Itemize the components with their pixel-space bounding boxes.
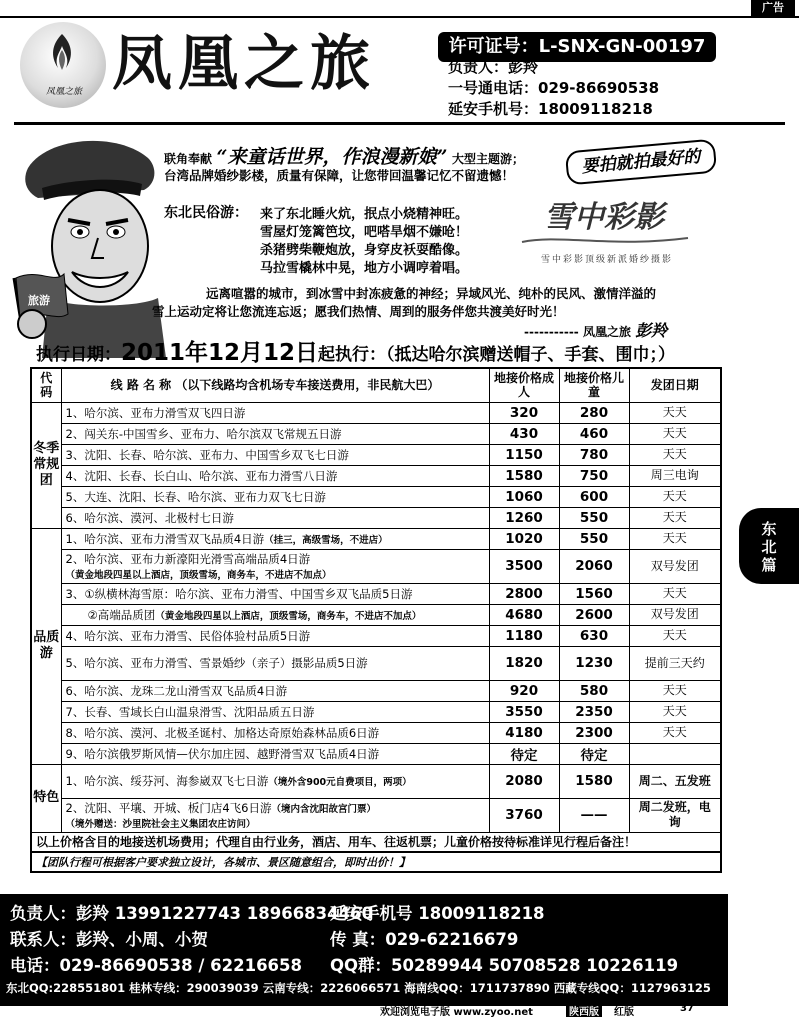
table-row xyxy=(31,701,721,722)
depart-day: 双号发团 xyxy=(629,549,721,583)
price-adult: 4680 xyxy=(489,604,559,625)
price-adult: 320 xyxy=(489,402,559,423)
depart-day: 天天 xyxy=(629,722,721,743)
intro-paragraph-2: 雪上运动定将让您流连忘返；愿我们热情、周到的服务伴您共渡美好时光！ xyxy=(152,304,565,319)
table-row xyxy=(31,646,721,680)
price-child: 550 xyxy=(559,528,629,549)
route-note: （境内含沈阳故宫门票） xyxy=(271,804,376,815)
price-adult: 3500 xyxy=(489,549,559,583)
price-adult: 2080 xyxy=(489,764,559,798)
category-quality: 品质游 xyxy=(31,528,61,764)
depart-day: 天天 xyxy=(629,507,721,528)
bottom-bar xyxy=(0,1003,799,1017)
route-name xyxy=(61,528,489,549)
exec-date: 2011年12月12日 xyxy=(121,340,319,366)
table-row xyxy=(31,549,721,583)
price-child: 1580 xyxy=(559,764,629,798)
route-name: 7、长春、雪域长白山温泉滑雪、沈阳品质五日游 xyxy=(61,701,489,722)
folk-title: 东北民俗游： xyxy=(164,205,248,221)
table-row xyxy=(31,444,721,465)
route-name xyxy=(61,604,489,625)
header-rule xyxy=(14,122,785,125)
price-adult: 1180 xyxy=(489,625,559,646)
promo-suffix: 大型主题游； xyxy=(451,152,524,166)
exec-suffix: 起执行：（抵达哈尔滨赠送帽子、手套、围巾；） xyxy=(318,345,676,365)
route-name xyxy=(61,549,489,583)
folk-line-4: 马拉雪橇林中晃，地方小调哼着唱。 xyxy=(260,261,469,276)
price-child: 2600 xyxy=(559,604,629,625)
route-name: 6、哈尔滨、龙珠二龙山滑雪双飞品质4日游 xyxy=(61,680,489,701)
ad-tag: 广告 xyxy=(751,0,795,16)
page-number: 37 xyxy=(680,1003,694,1014)
footer-fax: 传 真：029-62216679 xyxy=(330,930,519,949)
depart-day xyxy=(629,743,721,764)
table-row xyxy=(31,722,721,743)
folk-line-2: 雪屋灯笼篱笆坟，吧嗒旱烟不嫌呛！ xyxy=(260,225,469,240)
depart-day: 天天 xyxy=(629,680,721,701)
price-child: 780 xyxy=(559,444,629,465)
price-child: 630 xyxy=(559,625,629,646)
price-adult: 1820 xyxy=(489,646,559,680)
price-adult: 3760 xyxy=(489,798,559,832)
table-row xyxy=(31,583,721,604)
route-name: 4、沈阳、长春、长白山、哈尔滨、亚布力滑雪八日游 xyxy=(61,465,489,486)
website-label: 欢迎浏览电子版 www.zyoo.net xyxy=(380,1007,533,1017)
route-name: 9、哈尔滨俄罗斯风情—伏尔加庄园、越野滑雪双飞品质4日游 xyxy=(61,743,489,764)
price-adult: 待定 xyxy=(489,743,559,764)
price-adult: 1060 xyxy=(489,486,559,507)
price-adult: 430 xyxy=(489,423,559,444)
price-adult: 4180 xyxy=(489,722,559,743)
table-row xyxy=(31,507,721,528)
brand-title: 凤凰之旅 xyxy=(112,29,376,99)
depart-day: 天天 xyxy=(629,625,721,646)
col-header-adult: 地接价格成人 xyxy=(489,368,559,402)
footer-mobile: 延安手机号 18009118218 xyxy=(330,904,545,923)
price-summary-note: 以上价格含目的地接送机场费用；代理自由行业务，酒店、用车、往返机票；儿童价格按待标准详见行程后备注！ xyxy=(31,832,721,852)
price-child: 600 xyxy=(559,486,629,507)
table-row xyxy=(31,486,721,507)
snow-studio-tagline: 雪中彩影顶级新派婚纱摄影 xyxy=(540,255,673,265)
table-row xyxy=(31,604,721,625)
price-child: 460 xyxy=(559,423,629,444)
table-row xyxy=(31,423,721,444)
table-team-row xyxy=(31,852,721,872)
footer-phone: 电话：029-86690538 / 62216658 xyxy=(10,956,302,975)
depart-day: 天天 xyxy=(629,583,721,604)
top-rule xyxy=(0,16,799,18)
col-header-child: 地接价格儿童 xyxy=(559,368,629,402)
price-child: 550 xyxy=(559,507,629,528)
mascot-illustration xyxy=(8,128,168,358)
route-name: 6、哈尔滨、漠河、北极村七日游 xyxy=(61,507,489,528)
route-name xyxy=(61,798,489,832)
section-tab-northeast xyxy=(739,508,799,584)
price-adult: 1020 xyxy=(489,528,559,549)
route-note: （境外含900元自费项目，两项） xyxy=(268,777,412,788)
price-adult: 1150 xyxy=(489,444,559,465)
route-name: 3、沈阳、长春、哈尔滨、亚布力、中国雪乡双飞七日游 xyxy=(61,444,489,465)
table-summary-row xyxy=(31,832,721,852)
promo-sticker: 要拍就拍最好的 xyxy=(565,139,717,186)
table-row xyxy=(31,798,721,832)
depart-day: 天天 xyxy=(629,423,721,444)
section-tab-label: 东北篇 xyxy=(761,520,777,574)
col-header-name: 线 路 名 称 （以下线路均含机场专车接送费用，非民航大巴） xyxy=(61,368,489,402)
footer-manager: 负责人：彭羚 13991227743 18966834460 xyxy=(10,904,374,923)
price-child: —— xyxy=(559,798,629,832)
route-name: 2、闯关东-中国雪乡、亚布力、哈尔滨双飞常规五日游 xyxy=(61,423,489,444)
svg-text:旅游: 旅游 xyxy=(28,294,50,307)
signoff-signature: 彭羚 xyxy=(635,321,668,340)
promo-line-1 xyxy=(164,142,524,169)
snow-studio-logo: 雪中彩影 xyxy=(544,200,664,235)
route-name: 8、哈尔滨、漠河、北极圣诞村、加格达奇原始森林品质6日游 xyxy=(61,722,489,743)
category-winter: 冬季常规团 xyxy=(31,402,61,528)
depart-day: 周三电询 xyxy=(629,465,721,486)
edition-badge: 陕西版 xyxy=(566,1003,602,1017)
contact-manager: 负责人：彭羚 xyxy=(448,58,539,76)
edition-label: 红版 xyxy=(614,1007,634,1017)
table-header-row xyxy=(31,368,721,402)
category-special: 特色 xyxy=(31,764,61,832)
price-child: 750 xyxy=(559,465,629,486)
price-child: 2300 xyxy=(559,722,629,743)
exec-prefix: 执行日期： xyxy=(36,345,121,365)
intro-paragraph-1: 远离喧嚣的城市，到冰雪中封冻疲惫的神经；异域风光、纯朴的民风、激情洋溢的 xyxy=(206,286,657,301)
price-child: 2060 xyxy=(559,549,629,583)
table-row xyxy=(31,743,721,764)
team-note: 【团队行程可根据客户要求独立设计，各城市、景区随意组合，即时出价！】 xyxy=(31,852,721,872)
price-child: 2350 xyxy=(559,701,629,722)
depart-day: 周二、五发班 xyxy=(629,764,721,798)
footer-qq-groups: QQ群：50289944 50708528 10226119 xyxy=(330,956,679,975)
route-name: 5、哈尔滨、亚布力滑雪、雪景婚纱（亲子）摄影品质5日游 xyxy=(61,646,489,680)
route-note: （黄金地段四星以上酒店，顶级雪场，商务车，不进店不加点） xyxy=(65,570,332,581)
price-adult: 3550 xyxy=(489,701,559,722)
contact-footer xyxy=(0,894,728,1006)
phoenix-logo-icon xyxy=(44,30,80,74)
price-adult: 2800 xyxy=(489,583,559,604)
contact-phone: 一号通电话：029-86690538 xyxy=(448,79,660,97)
promo-prefix: 联角奉献 xyxy=(164,152,213,166)
route-title: 1、哈尔滨、亚布力滑雪双飞品质4日游 xyxy=(65,531,265,546)
table-row xyxy=(31,402,721,423)
route-title: 2、哈尔滨、亚布力新濠阳光滑雪高端品质4日游 xyxy=(65,552,311,566)
route-note: （挂三，高级雪场，不进店） xyxy=(264,534,388,546)
footer-qq-lines: 东北QQ:228551801 桂林专线：290039039 云南专线：2226066571 海南线QQ：1711737890 西藏专线QQ：1127963125 xyxy=(6,981,711,995)
route-title: 1、哈尔滨、绥芬河、海参崴双飞七日游 xyxy=(65,774,269,788)
route-note-2: （境外赠送：沙里院社会主义集团农庄访问） xyxy=(65,819,256,830)
contact-mobile: 延安手机号：18009118218 xyxy=(448,100,653,118)
folk-line-3: 杀猪劈柴鞭炮放，身穿皮袄耍酷像。 xyxy=(260,243,469,258)
table-row xyxy=(31,465,721,486)
exec-date-line xyxy=(36,334,675,367)
table-row xyxy=(31,528,721,549)
folk-line-1: 来了东北睡火炕，抿点小烧精神旺。 xyxy=(260,207,469,222)
route-title: 2、沈阳、平壤、开城、板门店4飞6日游 xyxy=(65,801,272,815)
depart-day: 天天 xyxy=(629,402,721,423)
depart-day: 天天 xyxy=(629,701,721,722)
price-adult: 1260 xyxy=(489,507,559,528)
depart-day: 提前三天约 xyxy=(629,646,721,680)
depart-day: 天天 xyxy=(629,528,721,549)
table-row xyxy=(31,680,721,701)
route-name xyxy=(61,764,489,798)
price-child: 580 xyxy=(559,680,629,701)
license-badge: 许可证号：L-SNX-GN-00197 xyxy=(438,32,716,62)
price-child: 280 xyxy=(559,402,629,423)
route-price-table xyxy=(30,367,722,873)
promo-quote: “来童话世界，作浪漫新娘” xyxy=(216,146,448,168)
price-child: 1230 xyxy=(559,646,629,680)
signoff-dashes: ----------- xyxy=(524,325,579,339)
route-name: 1、哈尔滨、亚布力滑雪双飞四日游 xyxy=(61,402,489,423)
table-row xyxy=(31,764,721,798)
col-header-day: 发团日期 xyxy=(629,368,721,402)
promo-line-2: 台湾品牌婚纱影楼，质量有保障，让您带回温馨记忆不留遗憾！ xyxy=(164,168,515,183)
table-row xyxy=(31,625,721,646)
route-name: 4、哈尔滨、亚布力滑雪、民俗体验村品质5日游 xyxy=(61,625,489,646)
footer-contacts: 联系人：彭羚、小周、小贺 xyxy=(10,930,208,949)
depart-day: 周二发班，电询 xyxy=(629,798,721,832)
snow-logo-swash-icon xyxy=(520,232,690,248)
route-note: （黄金地段四星以上酒店，顶级雪场，商务车，不进店不加点） xyxy=(155,610,422,622)
route-name: 5、大连、沈阳、长春、哈尔滨、亚布力双飞七日游 xyxy=(61,486,489,507)
depart-day: 天天 xyxy=(629,444,721,465)
col-header-code: 代码 xyxy=(31,368,61,402)
price-child: 待定 xyxy=(559,743,629,764)
price-child: 1560 xyxy=(559,583,629,604)
depart-day: 天天 xyxy=(629,486,721,507)
logo-caption: 凤凰之旅 xyxy=(45,87,82,97)
route-name: 3、①纵横林海雪原：哈尔滨、亚布力滑雪、中国雪乡双飞品质5日游 xyxy=(61,583,489,604)
price-adult: 1580 xyxy=(489,465,559,486)
depart-day: 双号发团 xyxy=(629,604,721,625)
signoff-name: 凤凰之旅 xyxy=(582,325,631,339)
route-title: ②高端品质团 xyxy=(87,607,156,622)
price-adult: 920 xyxy=(489,680,559,701)
